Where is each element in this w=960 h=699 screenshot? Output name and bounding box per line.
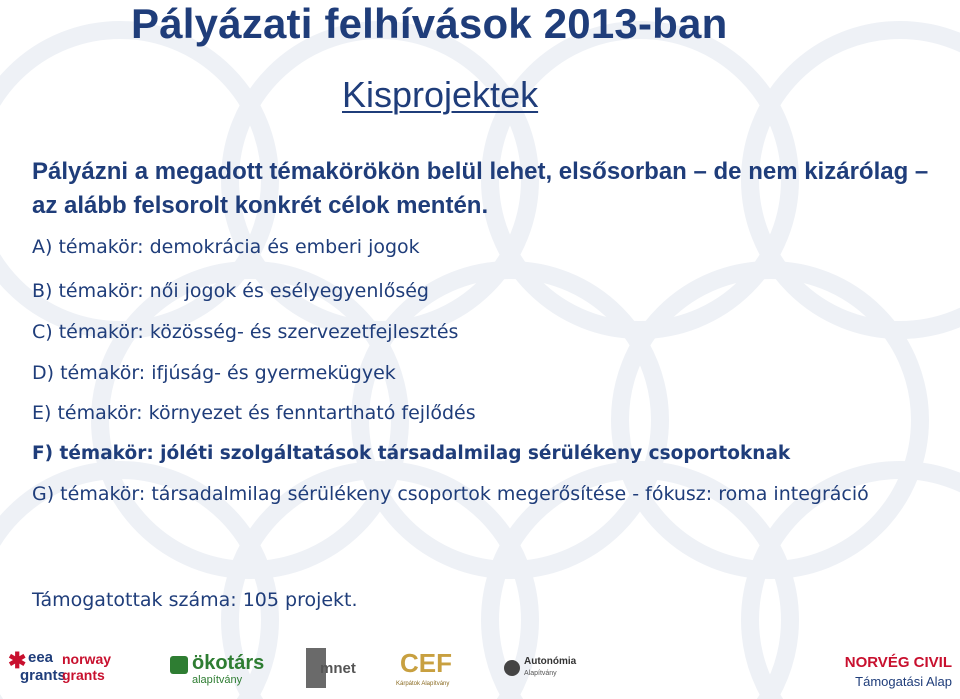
autonomia-logo: Autonómia Alapítvány [504, 656, 574, 690]
okotars-logo: ökotárs alapítvány [170, 652, 250, 692]
topic-item: C) témakör: közösség- és szervezetfejlesztés [32, 321, 459, 343]
okotars-mark-icon [170, 656, 188, 674]
topic-item: B) témakör: női jogok és esélyegyenlőség [32, 280, 429, 302]
slide-subtitle: Kisprojektek [342, 74, 539, 115]
sponsor-logo-bar [0, 640, 960, 699]
eea-grants-logo: ✱ eea grants [8, 648, 66, 684]
topic-item: D) témakör: ifjúság- és gyermekügyek [32, 362, 396, 384]
norway-grants-logo: norway grants [62, 651, 112, 683]
topic-item: G) témakör: társadalmilag sérülékeny csoportok megerősítése - fókusz: roma integráció [32, 483, 869, 505]
topic-item: E) témakör: környezet és fenntartható fejlődés [32, 402, 476, 424]
slide-title: Pályázati felhívások 2013-ban [131, 0, 728, 47]
intro-text: Pályázni a megadott témakörökön belül lehet, elsősorban – de nem kizárólag – az alább felsorolt konkrét célok mentén. [32, 158, 929, 219]
cef-logo: CEF Kárpátok Alapítvány [396, 648, 452, 687]
topic-item-highlighted: F) témakör: jóléti szolgáltatások társadalmilag sérülékeny csoportoknak [32, 443, 791, 464]
autonomia-mark-icon [504, 660, 520, 676]
topic-item: A) témakör: demokrácia és emberi jogok [32, 236, 420, 258]
emnet-logo: mnet [306, 648, 356, 692]
supported-count: Támogatottak száma: 105 projekt. [32, 589, 358, 611]
norveg-civil-logo: NORVÉG CIVIL Támogatási Alap [844, 654, 952, 689]
eea-mark-icon: ✱ [8, 648, 27, 673]
